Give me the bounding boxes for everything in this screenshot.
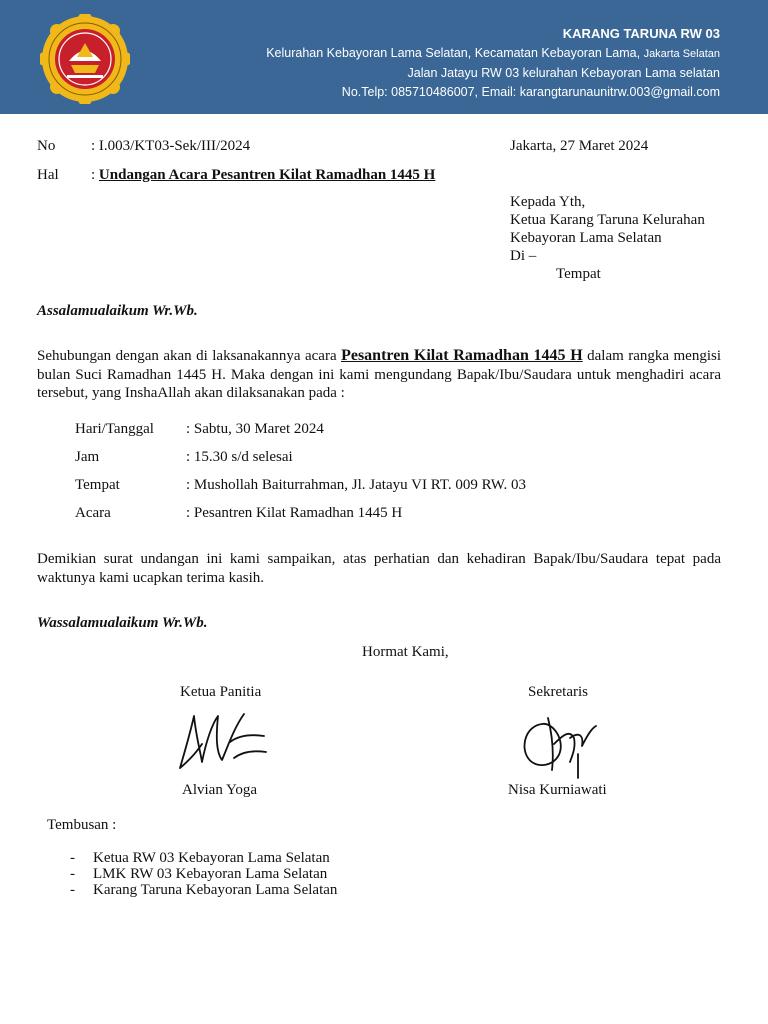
opening-greeting: Assalamualaikum Wr.Wb.	[37, 303, 198, 319]
secretary-signature	[512, 704, 604, 780]
org-name: KARANG TARUNA RW 03	[562, 26, 720, 41]
org-street-address: Jalan Jatayu RW 03 kelurahan Kebayoran Lama selatan	[407, 66, 720, 80]
detail-label-date: Hari/Tanggal	[75, 421, 154, 437]
signer-name-secretary: Nisa Kurniawati	[508, 782, 607, 798]
regards: Hormat Kami,	[362, 644, 449, 660]
recipient-location: Kebayoran Lama Selatan	[510, 230, 662, 246]
list-item: - Karang Taruna Kebayoran Lama Selatan	[70, 882, 338, 898]
detail-label-event: Acara	[75, 505, 111, 521]
detail-label-place: Tempat	[75, 477, 120, 493]
list-item: - Ketua RW 03 Kebayoran Lama Selatan	[70, 850, 330, 866]
recipient-place: Tempat	[556, 266, 601, 282]
letter-date: Jakarta, 27 Maret 2024	[510, 138, 649, 154]
recipient-salutation: Kepada Yth,	[510, 194, 586, 210]
signer-title-secretary: Sekretaris	[528, 684, 588, 700]
subject-label: Hal	[37, 167, 59, 183]
detail-value-time: : 15.30 s/d selesai	[186, 449, 293, 465]
chair-signature	[172, 706, 272, 778]
organization-logo	[40, 14, 130, 104]
letter-number: : I.003/KT03-Sek/III/2024	[91, 138, 251, 154]
cc-label: Tembusan :	[47, 817, 117, 833]
closing-greeting: Wassalamualaikum Wr.Wb.	[37, 615, 208, 631]
letterhead	[0, 0, 768, 114]
detail-value-date: : Sabtu, 30 Maret 2024	[186, 421, 324, 437]
signer-title-chair: Ketua Panitia	[180, 684, 262, 700]
org-address-district: Kelurahan Kebayoran Lama Selatan, Kecamatan Kebayoran Lama, Jakarta Selatan	[266, 46, 720, 60]
detail-value-place: : Mushollah Baiturrahman, Jl. Jatayu VI RT. 009 RW. 03	[186, 477, 527, 493]
signer-name-chair: Alvian Yoga	[182, 782, 258, 798]
recipient-title: Ketua Karang Taruna Kelurahan	[510, 212, 705, 228]
detail-label-time: Jam	[75, 449, 100, 465]
list-item: - LMK RW 03 Kebayoran Lama Selatan	[70, 866, 328, 882]
subject: : Undangan Acara Pesantren Kilat Ramadhan 1445 H	[91, 167, 436, 183]
org-contact: No.Telp: 085710486007, Email: karangtarunaunitrw.003@gmail.com	[341, 85, 720, 99]
letter-number-label: No	[37, 138, 56, 154]
recipient-di: Di –	[510, 248, 537, 264]
detail-value-event: : Pesantren Kilat Ramadhan 1445 H	[186, 505, 403, 521]
body-paragraph-intro: Sehubungan dengan akan di laksanakannya acara Pesantren Kilat Ramadhan 1445 H dalam rangka mengisi bulan Suci Ramadhan 1445 H. Maka dengan ini kami mengundang Bapak/Ibu/Saudara untuk menghadiri acara tersebut, yang InshaAllah akan dilaksanakan pada :	[37, 347, 721, 401]
body-paragraph-closing: Demikian surat undangan ini kami sampaikan, atas perhatian dan kehadiran Bapak/Ibu/Saudara tepat pada waktunya kami ucapkan terima kasih.	[37, 551, 721, 586]
